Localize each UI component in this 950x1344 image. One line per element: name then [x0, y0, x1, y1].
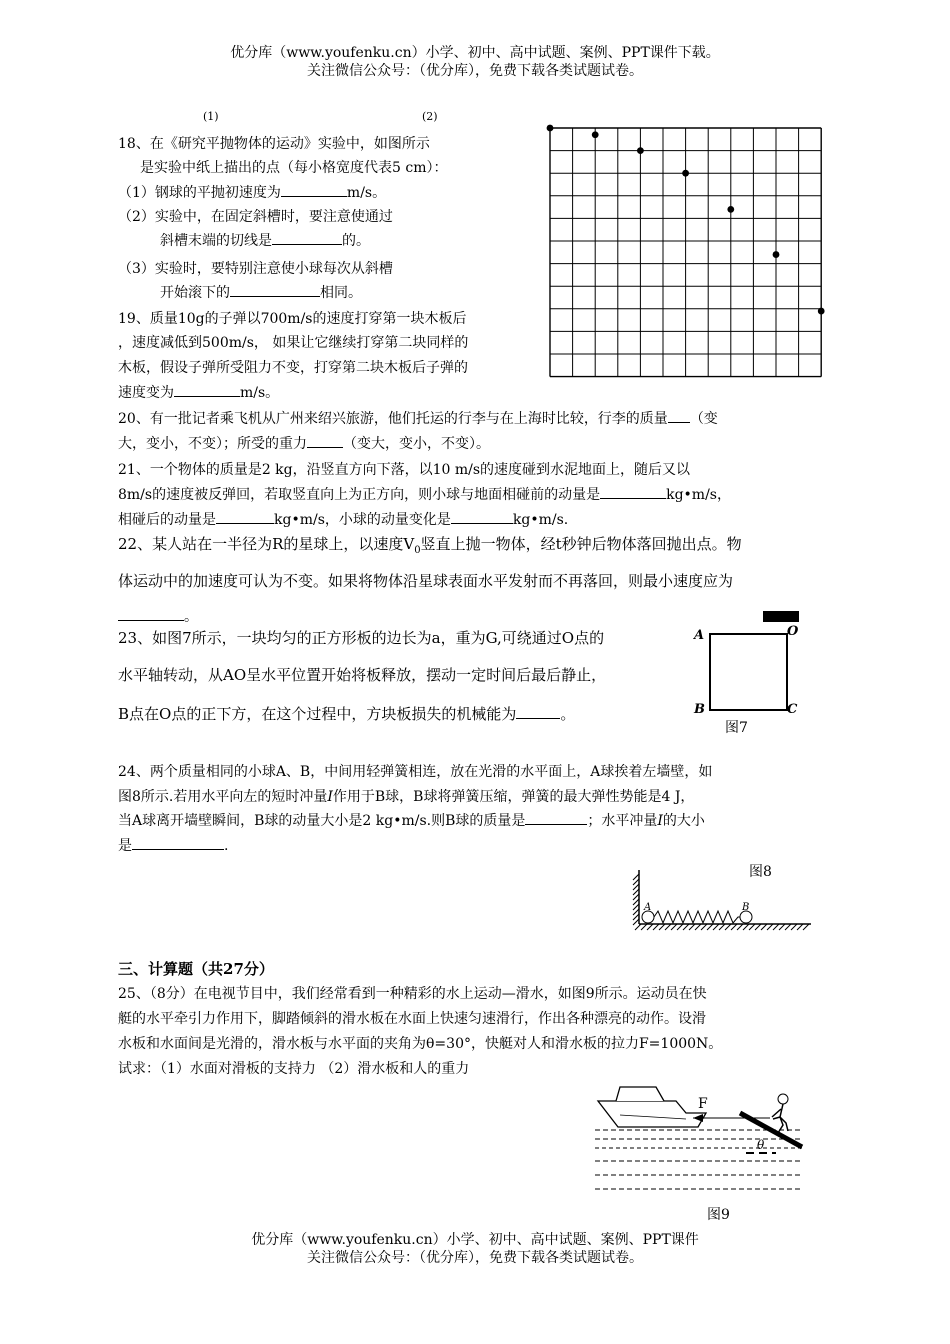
- figure-7: [690, 605, 810, 735]
- label-b: B: [694, 702, 705, 717]
- trajectory-point: [637, 147, 644, 154]
- q19-line1: 19、质量10g的子弹以700m/s的速度打穿第一块木板后: [118, 311, 467, 327]
- q21-line2: 8m/s的速度被反弹回，若取竖直向上为正方向，则小球与地面相碰前的动量是 kg•m/s，: [118, 484, 731, 506]
- label-c: C: [787, 702, 798, 717]
- q18-line3: （1）钢球的平抛初速度为 m/s。: [118, 182, 386, 204]
- header-line-2: 关注微信公众号：（优分库），免费下载各类试题试卷。: [307, 63, 643, 79]
- header-line-1: 优分库（www.youfenku.cn）小学、初中、高中试题、案例、PPT课件下载。: [230, 45, 720, 61]
- q24-line4: 是 .: [118, 835, 228, 857]
- label-f: F: [698, 1096, 708, 1112]
- section-3-title: 三、计算题（共27分）: [118, 960, 274, 978]
- q24-line1: 24、两个质量相同的小球A、B，中间用轻弹簧相连，放在光滑的水平面上，A球挨着左墙壁，如: [118, 764, 713, 780]
- mark-2: (2): [422, 110, 438, 123]
- label-a: A: [694, 628, 705, 643]
- label-ball-a: A: [644, 902, 652, 913]
- trajectory-grid: [550, 128, 830, 384]
- figure-8: [625, 858, 825, 938]
- q19-line4: 速度变为 m/s。: [118, 382, 279, 404]
- figure-9: [590, 1075, 810, 1225]
- footer-line-1: 优分库（www.youfenku.cn）小学、初中、高中试题、案例、PPT课件: [251, 1232, 699, 1248]
- q20-line2: 大，变小，不变）；所受的重力 （变大，变小，不变）。: [118, 433, 490, 455]
- q25-line3: 水板和水面间是光滑的，滑水板与水平面的夹角为θ=30°，快艇对人和滑水板的拉力F=1000N。: [118, 1036, 723, 1052]
- fig8-caption: 图8: [749, 864, 772, 880]
- q18-line2: 是实验中纸上描出的点（每小格宽度代表5 cm）：: [140, 160, 448, 176]
- footer-line-2: 关注微信公众号：（优分库），免费下载各类试题试卷。: [307, 1250, 643, 1266]
- q23-line3: B点在O点的正下方，在这个过程中，方块板损失的机械能为 。: [118, 705, 576, 723]
- trajectory-point: [592, 131, 599, 138]
- square-plate: [710, 634, 787, 710]
- trajectory-point: [773, 251, 780, 258]
- trajectory-point: [818, 308, 825, 315]
- q19-line3: 木板，假设子弹所受阻力不变，打穿第二块木板后子弹的: [118, 360, 468, 376]
- q20-line1: 20、有一批记者乘飞机从广州来绍兴旅游，他们托运的行李与在上海时比较，行李的质量 （变: [118, 408, 718, 430]
- q23-line1: 23、如图7所示，一块均匀的正方形板的边长为a，重为G,可绕通过O点的: [118, 629, 605, 647]
- water-surface: [595, 1130, 802, 1189]
- q18-line1: 18、在《研究平抛物体的运动》实验中，如图所示: [118, 136, 430, 152]
- q22-line1: 22、某人站在一半径为R的星球上，以速度$V_0$竖直上抛一物体，经t秒钟后物体落回抛出点。物: [118, 535, 742, 556]
- boat-hull: [598, 1101, 706, 1127]
- skier-body: [772, 1104, 788, 1133]
- q18-line6: （3）实验时，要特别注意使小球每次从斜槽: [118, 261, 393, 277]
- skier-head: [778, 1094, 788, 1104]
- spring: [654, 911, 740, 923]
- q19-line2: ，速度减低到500m/s， 如果让它继续打穿第二块同样的: [118, 335, 469, 351]
- trajectory-point: [727, 206, 734, 213]
- q21-line3: 相碰后的动量是 kg•m/s，小球的动量变化是 kg•m/s.: [118, 509, 568, 531]
- q25-line1: 25、（8分）在电视节目中，我们经常看到一种精彩的水上运动—滑水，如图9所示。运动员在快: [118, 986, 707, 1002]
- q23-line2: 水平轴转动，从AO呈水平位置开始将板释放，摆动一定时间后最后静止，: [118, 666, 607, 684]
- q22-line2: 体运动中的加速度可认为不变。如果将物体沿星球表面水平发射而不再落回，则最小速度应为: [118, 572, 734, 590]
- mark-1: (1): [203, 110, 219, 123]
- q18-line7: 开始滚下的 相同。: [160, 282, 362, 304]
- fig7-caption: 图7: [725, 720, 748, 736]
- label-ball-b: B: [742, 902, 750, 913]
- trajectory-point: [547, 125, 554, 132]
- trajectory-point: [682, 170, 689, 177]
- q25-line4: 试求：（1）水面对滑板的支持力 （2）滑水板和人的重力: [118, 1061, 470, 1077]
- label-theta: θ: [757, 1138, 765, 1152]
- q22-line3: 。: [118, 606, 198, 628]
- q24-line3: 当A球离开墙壁瞬间，B球的动量大小是2 kg•m/s.则B球的质量是 ；水平冲量I的大小: [118, 810, 705, 832]
- label-o: O: [787, 624, 799, 639]
- q18-line5: 斜槽末端的切线是 的。: [160, 230, 370, 252]
- q25-line2: 艇的水平牵引力作用下，脚踏倾斜的滑水板在水面上快速匀速滑行，作出各种漂亮的动作。设滑: [118, 1011, 706, 1027]
- q24-line2: 图8所示.若用水平向左的短时冲量I作用于B球，B球将弹簧压缩，弹簧的最大弹性势能是4 J，: [118, 789, 695, 805]
- pivot-block: [763, 611, 799, 622]
- q21-line1: 21、一个物体的质量是2 kg，沿竖直方向下落，以10 m/s的速度碰到水泥地面上，随后又以: [118, 462, 691, 478]
- q18-line4: （2）实验中，在固定斜槽时，要注意使通过: [118, 209, 393, 225]
- fig9-caption: 图9: [707, 1207, 730, 1223]
- boat-cabin: [616, 1087, 664, 1101]
